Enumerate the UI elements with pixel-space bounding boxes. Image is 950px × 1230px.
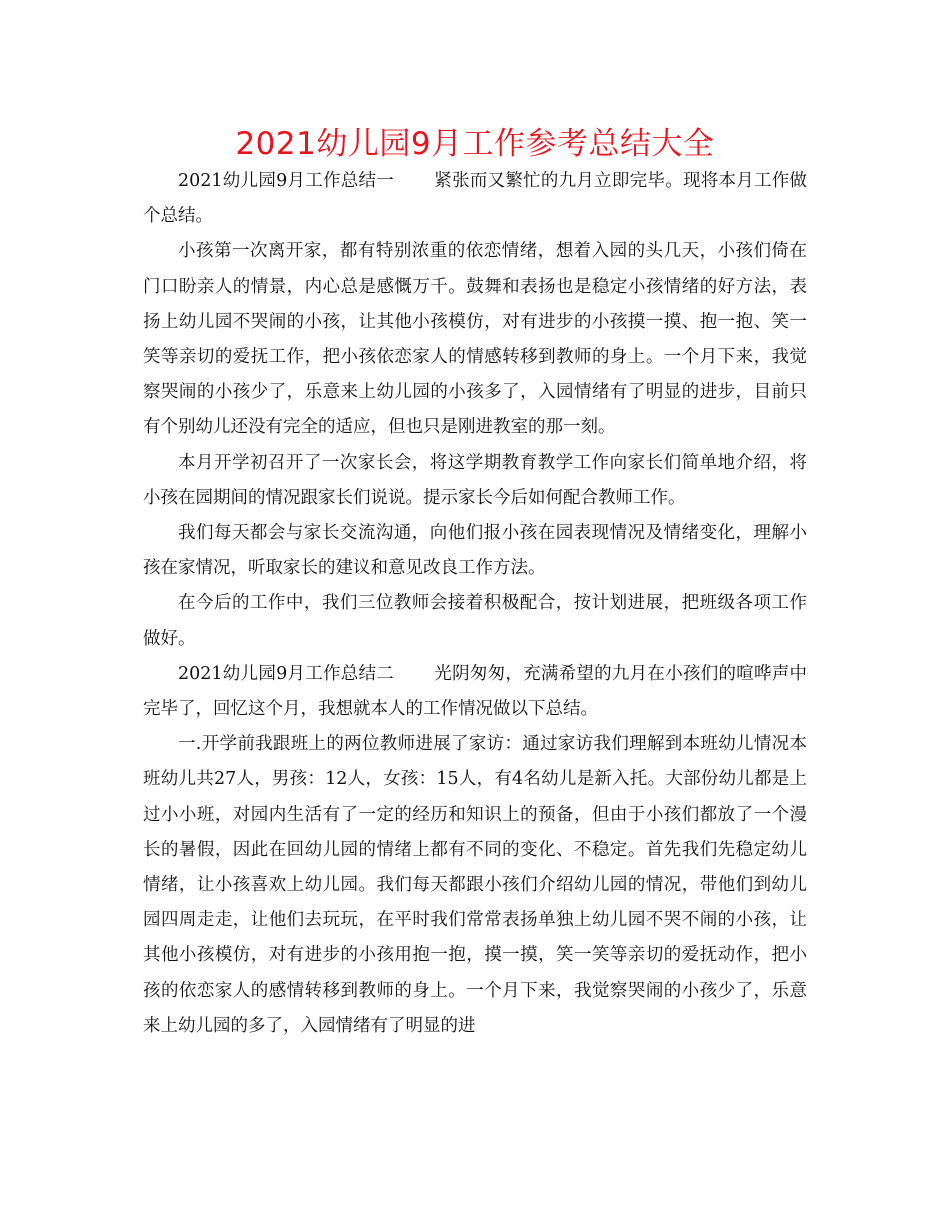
paragraph-7: 一.开学前我跟班上的两位教师进展了家访：通过家访我们理解到本班幼儿情况本班幼儿共27人，男孩：12人，女孩：15人，有4名幼儿是新入托。大部份幼儿都是上过小小班，对园内生活有了一定的经历和知识上的预备，但由于小孩们都放了一个漫长的暑假，因此在回幼儿园的情绪上都有不同的变化、不稳定。首先我们先稳定幼儿情绪，让小孩喜欢上幼儿园。我们每天都跟小孩们介绍幼儿园的情况，带他们到幼儿园四周走走，让他们去玩玩，在平时我们常常表扬单独上幼儿园不哭不闹的小孩，让其他小孩模仿，对有进步的小孩用抱一抱，摸一摸，笑一笑等亲切的爱抚动作，把小孩的依恋家人的感情转移到教师的身上。一个月下来，我觉察哭闹的小孩少了，乐意来上幼儿园的多了，入园情绪有了明显的进 (143, 734, 807, 1036)
paragraph-4: 我们每天都会与家长交流沟通，向他们报小孩在园表现情况及情绪变化，理解小孩在家情况，听取家长的建议和意见改良工作方法。 (143, 523, 807, 579)
paragraph-6 (143, 657, 807, 727)
section-heading-2: 2021幼儿园9月工作总结二 (178, 663, 395, 684)
paragraph-1 (143, 164, 807, 234)
document-body (143, 164, 807, 1044)
document-title: 2021幼儿园9月工作参考总结大全 (235, 126, 715, 162)
paragraph-2: 小孩第一次离开家，都有特别浓重的依恋情绪，想着入园的头几天，小孩们倚在门口盼亲人的情景，内心总是感慨万千。鼓舞和表扬也是稳定小孩情绪的好方法，表扬上幼儿园不哭闹的小孩，让其他小孩模仿，对有进步的小孩摸一摸、抱一抱、笑一笑等亲切的爱抚工作，把小孩依恋家人的情感转移到教师的身上。一个月下来，我觉察哭闹的小孩少了，乐意来上幼儿园的小孩多了，入园情绪有了明显的进步，目前只有个别幼儿还没有完全的适应，但也只是刚进教室的那一刻。 (143, 241, 807, 438)
paragraph-3: 本月开学初召开了一次家长会，将这学期教育教学工作向家长们简单地介绍，将小孩在园期间的情况跟家长们说说。提示家长今后如何配合教师工作。 (143, 452, 807, 508)
section-heading-1: 2021幼儿园9月工作总结一 (178, 171, 395, 191)
paragraph-6-text: 光阴匆匆，充满希望的九月在小孩们的喧哗声中完毕了，回忆这个月，我想就本人的工作情况做以下总结。 (143, 663, 808, 720)
paragraph-1-text: 紧张而又繁忙的九月立即完毕。现将本月工作做个总结。 (143, 171, 808, 227)
paragraph-5: 在今后的工作中，我们三位教师会接着积极配合，按计划进展，把班级各项工作做好。 (143, 593, 807, 649)
